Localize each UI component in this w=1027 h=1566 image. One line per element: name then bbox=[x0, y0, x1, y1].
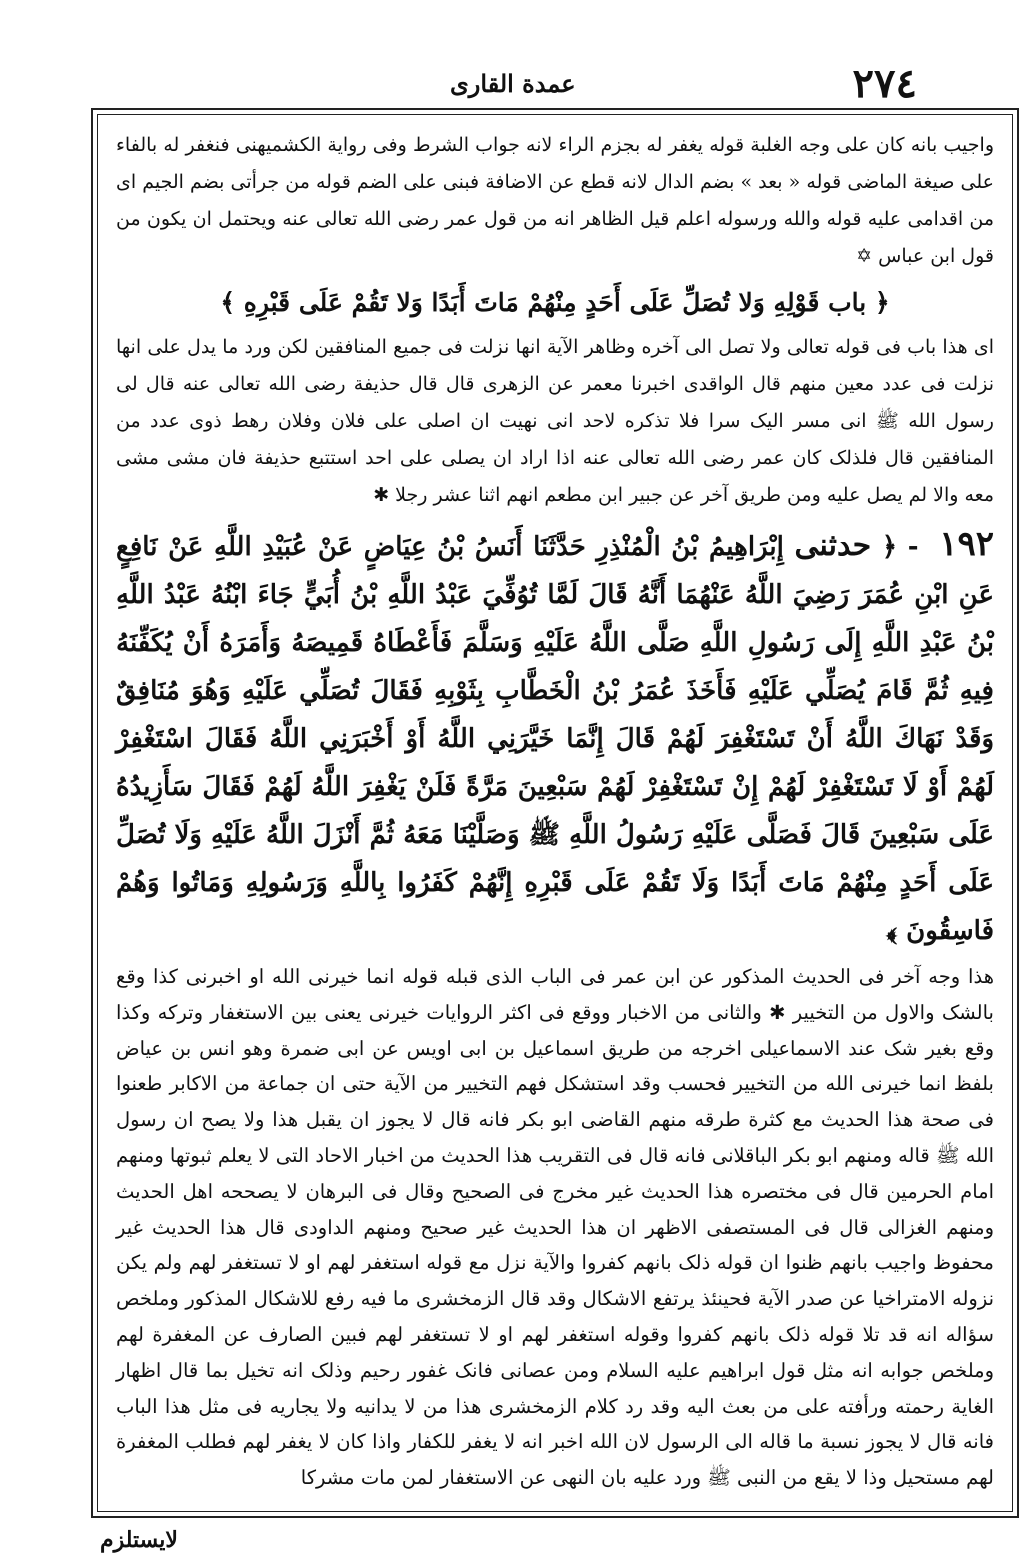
commentary-line: التخییر فحسب وقد استشکل فهم التخییر من الآیة حتی ان جماعة من الاکابر طعنوا فی صحة هذا الحدیث مع کثرة طرقه منهم bbox=[116, 1072, 994, 1132]
running-title: عمدة القاری bbox=[450, 68, 576, 98]
commentary-line: شک عند الاسماعیلی اخرجه من طریق اسماعیل بن ابی اویس عن ابی ضمرة وهو انس بن عیاض بلفظ انما خیرنی الله من bbox=[116, 1036, 994, 1096]
hadith-body: إِبْرَاهِيمُ بْنُ الْمُنْذِرِ حَدَّثَنَا أَنَسُ بْنُ عِيَاضٍ عَنْ عُبَيْدِ اللَّهِ عَنْ نَافِعٍ عَنِ ابْنِ عُمَرَ رَضِيَ اللَّهُ عَنْهُمَا أَنَّهُ قَالَ لَمَّا تُوُفِّيَ عَبْدُ اللَّهِ بْنُ أُبَيٍّ جَاءَ ابْنُهُ عَبْدُ اللَّهِ بْنُ عَبْدِ اللَّهِ إِلَى رَسُولِ اللَّهِ صَلَّى اللَّهُ عَلَيْهِ وَسَلَّمَ فَأَعْطَاهُ قَمِيصَهُ وَأَمَرَهُ أَنْ يُكَفِّنَهُ فِيهِ ثُمَّ قَامَ يُصَلِّي عَلَيْهِ فَأَخَذَ عُمَرُ بْنُ الْخَطَّابِ بِثَوْبِهِ فَقَالَ تُصَلِّي عَلَيْهِ وَهُوَ مُنَافِقٌ وَقَدْ نَهَاكَ اللَّهُ أَنْ تَسْتَغْفِرَ لَهُمْ قَالَ إِنَّمَا خَيَّرَنِي اللَّهُ أَوْ أَخْبَرَنِي اللَّهُ فَقَالَ اسْتَغْفِرْ لَهُمْ أَوْ لَا تَسْتَغْفِرْ لَهُمْ إِنْ تَسْتَغْفِرْ لَهُمْ سَبْعِينَ مَرَّةً فَلَنْ يَغْفِرَ اللَّهُ لَهُمْ فَقَالَ سَأَزِيدُهُ عَلَى سَبْعِينَ قَالَ فَصَلَّى عَلَيْهِ رَسُولُ اللَّهِ ﷺ وَصَلَّيْنَا مَعَهُ ثُمَّ أَنْزَلَ اللَّهُ عَلَيْهِ وَلَا تُصَلِّ عَلَى أَحَدٍ مِنْهُمْ مَاتَ أَبَدًا وَلَا تَقُمْ عَلَى قَبْرِهِ إِنَّهُمْ كَفَرُوا بِاللَّهِ وَرَسُولِهِ وَمَاتُوا وَهُمْ فَاسِقُونَ ﴾ bbox=[116, 532, 994, 946]
commentary-line: عدد معین منهم قال الواقدی اخبرنا معمر عن الزهری قال قال حذیفة رضی الله تعالی عنه قال لی رسول الله ﷺ انی مسر bbox=[116, 373, 994, 432]
commentary-line: الامتراخیا عن صدر الآیة فحینئذ یرتفع الاشکال وقد قال الزمخشری ما فیه رفع للاشکال المذکور وملخص سؤاله انه قد bbox=[116, 1287, 995, 1346]
commentary-line: ای هذا باب فی قوله تعالی ولا تصل الی آخره وظاهر الآیة انها نزلت فی جمیع المنافقین لکن ورد ما یدل علی انها نزلت فی bbox=[116, 336, 994, 395]
chapter-heading: ﴿ باب قَوْلِهِ وَلا تُصَلِّ عَلَى أَحَدٍ مِنْهُمْ مَاتَ أَبَدًا وَلا تَقُمْ عَلَى قَبْرِهِ ﴾ bbox=[220, 288, 890, 317]
commentary-block-2 bbox=[116, 329, 994, 514]
commentary-line: الحدیث غیر محفوظ واجیب بانهم ظنوا ان قوله ذلک بانهم کفروا والآیة نزل مع قوله استغفر لهم او لا تستغفر لهم ولم یکن نزوله bbox=[116, 1215, 994, 1311]
commentary-block-1 bbox=[116, 127, 994, 275]
commentary-line: واذا کان لا یغفر لهم فطلب المغفرة لهم مستحیل وذا لا یقع من النبی ﷺ ورد علیه بان النهی عن الاستغفار لمن مات مشرکا bbox=[116, 1430, 994, 1490]
commentary-line: هذا الحدیث من اخبار الاحاد التی لا یعلم ثبوتها ومنهم امام الحرمین قال فی مختصره هذا الحدیث غیر مخرج فی الصحیح وقال فی bbox=[116, 1143, 995, 1203]
commentary-line: الیک سرا فلا تذکره لاحد انی نهیت ان اصلی علی فلان وفلان رهط ذوی عدد من المنافقین قال فلذلک کان عمر رضی الله bbox=[116, 410, 994, 469]
commentary-line: واجیب بانه کان علی وجه الغلبة قوله یغفر له بجزم الراء لانه جواب الشرط وفی روایة الکشمیهنی فنغفر له بالفاء bbox=[116, 134, 994, 156]
hadith-number: ۱۹۲ bbox=[939, 524, 995, 564]
commentary-block-3 bbox=[116, 959, 994, 1496]
catchword: لایستلزم bbox=[100, 1527, 178, 1553]
page-header bbox=[90, 58, 917, 108]
commentary-line: تلا قوله ذلک بانهم کفروا وقوله استغفر لهم او لا تستغفر لهم فبین الصارف عن المغفرة لهم وملخص جوابه انه مثل قول ابراهیم bbox=[116, 1322, 995, 1382]
commentary-line: ای من اقدامی علیه قوله والله ورسوله اعلم قیل الظاهر انه من قول عمر رضی الله تعالی عنه ویحتمل ان یکون bbox=[116, 171, 994, 230]
commentary-line: الزمخشری هذا من لا یدانیه ولا یجاریه فی مثل هذا الباب فانه قال لا یجوز نسبة ما قاله الی الرسول لان الله اخبر انه لا یغفر للکفار bbox=[116, 1394, 994, 1454]
page-number: ۲۷٤ bbox=[852, 59, 917, 107]
commentary-line: البرهان لا یصححه اهل الحدیث ومنهم الغزالی قال فی المستصفی الاظهر ان هذا الحدیث غیر صحیح ومنهم الداودی قال هذا bbox=[116, 1179, 995, 1239]
commentary-line: علی صیغة الماضی قوله « بعد » بضم الدال لانه قطع عن الاضافة فبنی علی الضم قوله من جرأتی بضم الجیم bbox=[142, 171, 994, 193]
commentary-line: من قول ابن عباس ✡ bbox=[116, 208, 994, 267]
commentary-line: ابن مطعم انهم اثنا عشر رجلا ✱ bbox=[373, 484, 624, 506]
commentary-line: تعالی عنه اذا اراد ان یصلی علی احد استتبع حذیفة فان مشی مشی معه والا لم یصل علیه ومن طریق آخر عن جبیر bbox=[116, 447, 994, 506]
text-frame bbox=[97, 114, 1013, 1512]
hadith-text-block: ۱۹۲ - ﴿ حدثنی إِبْرَاهِيمُ بْنُ الْمُنْذِرِ حَدَّثَنَا أَنَسُ بْنُ عِيَاضٍ عَنْ عُبَيْدِ اللَّهِ عَنْ نَافِعٍ عَنِ ابْنِ عُمَرَ رَضِيَ اللَّهُ عَنْهُمَا أَنَّهُ قَالَ لَمَّا تُوُفِّيَ عَبْدُ اللَّهِ بْنُ أُبَيٍّ جَاءَ ابْنُهُ عَبْدُ اللَّهِ بْنُ عَبْدِ اللَّهِ إِلَى رَسُولِ اللَّهِ صَلَّى اللَّهُ عَلَيْهِ وَسَلَّمَ فَأَعْطَاهُ قَمِيصَهُ وَأَمَرَهُ أَنْ يُكَفِّنَهُ فِيهِ ثُمَّ قَامَ يُصَلِّي عَلَيْهِ فَأَخَذَ عُمَرُ بْنُ الْخَطَّابِ بِثَوْبِهِ فَقَالَ تُصَلِّي عَلَيْهِ وَهُوَ مُنَافِقٌ وَقَدْ نَهَاكَ اللَّهُ أَنْ تَسْتَغْفِرَ لَهُمْ قَالَ إِنَّمَا خَيَّرَنِي اللَّهُ أَوْ أَخْبَرَنِي اللَّهُ فَقَالَ اسْتَغْفِرْ لَهُمْ أَوْ لَا تَسْتَغْفِرْ لَهُمْ إِنْ تَسْتَغْفِرْ لَهُمْ سَبْعِينَ مَرَّةً فَلَنْ يَغْفِرَ اللَّهُ لَهُمْ فَقَالَ سَأَزِيدُهُ عَلَى سَبْعِينَ قَالَ فَصَلَّى عَلَيْهِ رَسُولُ اللَّهِ ﷺ وَصَلَّيْنَا مَعَهُ ثُمَّ أَنْزَلَ اللَّهُ عَلَيْهِ وَلَا تُصَلِّ عَلَى أَحَدٍ مِنْهُمْ مَاتَ أَبَدًا وَلَا تَقُمْ عَلَى قَبْرِهِ إِنَّهُمْ كَفَرُوا بِاللَّهِ وَرَسُولِهِ وَمَاتُوا وَهُمْ فَاسِقُونَ ﴾ bbox=[116, 524, 995, 946]
hadith-opening-word: حدثنی bbox=[794, 528, 872, 563]
commentary-line: هذا وجه آخر فی الحدیث المذکور عن ابن عمر فی الباب الذی قبله قوله انما خیرنی الله او اخبرنی کذا وقع بالشک bbox=[116, 965, 994, 1024]
commentary-line: القاضی ابو بکر فانه قال لا یجوز ان یقبل هذا ولا یصح ان رسول الله ﷺ قاله ومنهم ابو بکر الباقلانی فانه قال فی التقریب bbox=[116, 1108, 994, 1167]
commentary-line: والاول من التخییر ✱ والثانی من الاخبار ووقع فی اکثر الروایات خیرنی یعنی بین الاستغفار وترکه وکذا وقع بغیر bbox=[116, 1000, 995, 1060]
commentary-line: علیه السلام ومن عصانی فانک غفور رحیم وذلک انه تخیل بما قال اظهار الغایة رحمته ورأفته علی من بعث الیه وقد رد کلام bbox=[116, 1358, 994, 1418]
